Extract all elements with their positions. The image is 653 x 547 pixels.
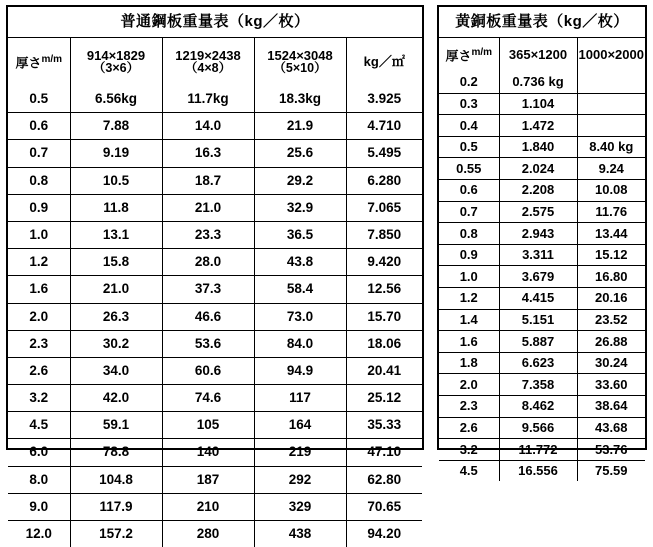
steel-thickness-cell: 12.0 — [8, 521, 70, 547]
steel-thickness-cell: 0.7 — [8, 140, 70, 167]
steel-value-cell: 280 — [162, 521, 254, 547]
steel-value-cell: 94.20 — [346, 521, 422, 547]
brass-thickness-cell: 0.4 — [439, 115, 499, 137]
brass-value-cell: 5.151 — [499, 309, 577, 331]
steel-value-cell: 25.12 — [346, 385, 422, 412]
steel-header-kg-per-sqm: kg／㎡ — [346, 38, 422, 87]
steel-value-cell: 12.56 — [346, 276, 422, 303]
brass-value-cell: 9.24 — [577, 158, 645, 180]
steel-header-thickness — [8, 38, 70, 87]
table-row — [439, 223, 645, 245]
steel-thickness-cell: 2.6 — [8, 357, 70, 384]
brass-plate-weight-table — [439, 7, 645, 481]
brass-thickness-cell: 0.2 — [439, 72, 499, 93]
brass-value-cell: 8.462 — [499, 395, 577, 417]
steel-thickness-cell: 2.3 — [8, 330, 70, 357]
brass-value-cell: 13.44 — [577, 223, 645, 245]
brass-value-cell: 11.76 — [577, 201, 645, 223]
steel-value-cell: 3.925 — [346, 86, 422, 113]
table-row — [8, 385, 422, 412]
table-row — [439, 460, 645, 481]
brass-thickness-cell: 2.3 — [439, 395, 499, 417]
brass-value-cell: 2.943 — [499, 223, 577, 245]
steel-value-cell: 18.06 — [346, 330, 422, 357]
steel-value-cell: 117.9 — [70, 493, 162, 520]
brass-value-cell: 5.887 — [499, 331, 577, 353]
steel-value-cell: 13.1 — [70, 221, 162, 248]
steel-header-thickness-unit: m/m — [41, 54, 62, 65]
brass-header-thickness — [439, 38, 499, 73]
steel-thickness-cell: 3.2 — [8, 385, 70, 412]
brass-value-cell: 33.60 — [577, 374, 645, 396]
brass-header-size-365x1200: 365×1200 — [499, 38, 577, 73]
brass-value-cell: 23.52 — [577, 309, 645, 331]
brass-value-cell: 16.80 — [577, 266, 645, 288]
steel-thickness-cell: 0.9 — [8, 194, 70, 221]
brass-thickness-cell: 1.0 — [439, 266, 499, 288]
steel-value-cell: 73.0 — [254, 303, 346, 330]
steel-value-cell: 94.9 — [254, 357, 346, 384]
brass-table-title: 黄銅板重量表（kg／枚） — [439, 7, 645, 38]
brass-value-cell: 7.358 — [499, 374, 577, 396]
steel-value-cell: 62.80 — [346, 466, 422, 493]
table-row — [8, 194, 422, 221]
brass-thickness-cell: 2.0 — [439, 374, 499, 396]
brass-value-cell: 53.76 — [577, 439, 645, 461]
steel-value-cell: 11.8 — [70, 194, 162, 221]
brass-thickness-cell: 0.55 — [439, 158, 499, 180]
table-row — [439, 374, 645, 396]
steel-value-cell: 105 — [162, 412, 254, 439]
brass-value-cell: 2.024 — [499, 158, 577, 180]
table-row — [439, 201, 645, 223]
brass-thickness-cell: 1.2 — [439, 287, 499, 309]
brass-thickness-cell: 1.4 — [439, 309, 499, 331]
steel-value-cell: 37.3 — [162, 276, 254, 303]
brass-value-cell: 1.104 — [499, 93, 577, 115]
brass-value-cell: 75.59 — [577, 460, 645, 481]
table-row — [439, 331, 645, 353]
brass-value-cell: 1.472 — [499, 115, 577, 137]
table-row — [8, 276, 422, 303]
steel-plate-weight-table-container — [6, 5, 424, 450]
steel-value-cell: 329 — [254, 493, 346, 520]
brass-thickness-cell: 4.5 — [439, 460, 499, 481]
brass-value-cell: 26.88 — [577, 331, 645, 353]
steel-header-size-4x8 — [162, 38, 254, 87]
table-row — [8, 113, 422, 140]
steel-value-cell: 21.0 — [162, 194, 254, 221]
steel-thickness-cell: 0.8 — [8, 167, 70, 194]
steel-value-cell: 36.5 — [254, 221, 346, 248]
steel-thickness-cell: 9.0 — [8, 493, 70, 520]
table-header-row — [439, 38, 645, 73]
steel-value-cell: 9.19 — [70, 140, 162, 167]
steel-value-cell: 34.0 — [70, 357, 162, 384]
table-row — [439, 439, 645, 461]
steel-value-cell: 15.8 — [70, 249, 162, 276]
brass-thickness-cell: 0.6 — [439, 179, 499, 201]
steel-thickness-cell: 2.0 — [8, 303, 70, 330]
brass-thickness-cell: 0.5 — [439, 136, 499, 158]
steel-thickness-cell: 1.2 — [8, 249, 70, 276]
steel-header-size-3x6-main: 914×1829 — [87, 48, 145, 63]
steel-value-cell: 292 — [254, 466, 346, 493]
table-row — [439, 352, 645, 374]
table-row — [8, 140, 422, 167]
steel-thickness-cell: 4.5 — [8, 412, 70, 439]
table-row — [439, 179, 645, 201]
brass-value-cell: 3.679 — [499, 266, 577, 288]
steel-header-size-4x8-main: 1219×2438 — [175, 48, 240, 63]
steel-value-cell: 15.70 — [346, 303, 422, 330]
table-row — [439, 136, 645, 158]
table-row — [8, 167, 422, 194]
brass-value-cell: 20.16 — [577, 287, 645, 309]
table-row — [8, 493, 422, 520]
table-title-row — [439, 7, 645, 38]
steel-header-thickness-label: 厚さ — [15, 55, 41, 70]
brass-table-body — [439, 72, 645, 481]
brass-value-cell — [577, 93, 645, 115]
steel-value-cell: 70.65 — [346, 493, 422, 520]
brass-value-cell: 8.40 kg — [577, 136, 645, 158]
table-header-row — [8, 38, 422, 87]
steel-value-cell: 28.0 — [162, 249, 254, 276]
steel-header-size-5x10 — [254, 38, 346, 87]
steel-value-cell: 53.6 — [162, 330, 254, 357]
steel-value-cell: 29.2 — [254, 167, 346, 194]
brass-value-cell: 0.736 kg — [499, 72, 577, 93]
steel-value-cell: 210 — [162, 493, 254, 520]
steel-value-cell: 42.0 — [70, 385, 162, 412]
steel-value-cell: 11.7kg — [162, 86, 254, 113]
steel-header-size-3x6-sub: （3×6） — [71, 62, 162, 75]
steel-value-cell: 140 — [162, 439, 254, 466]
brass-header-thickness-label: 厚さ — [445, 48, 471, 63]
table-row — [8, 249, 422, 276]
steel-value-cell: 187 — [162, 466, 254, 493]
table-row — [439, 72, 645, 93]
steel-value-cell: 46.6 — [162, 303, 254, 330]
steel-thickness-cell: 0.5 — [8, 86, 70, 113]
brass-header-size-1000x2000: 1000×2000 — [577, 38, 645, 73]
steel-value-cell: 47.10 — [346, 439, 422, 466]
brass-value-cell: 4.415 — [499, 287, 577, 309]
table-row — [439, 93, 645, 115]
steel-value-cell: 4.710 — [346, 113, 422, 140]
brass-thickness-cell: 0.9 — [439, 244, 499, 266]
table-row — [8, 330, 422, 357]
steel-value-cell: 84.0 — [254, 330, 346, 357]
steel-value-cell: 20.41 — [346, 357, 422, 384]
steel-thickness-cell: 8.0 — [8, 466, 70, 493]
brass-value-cell — [577, 115, 645, 137]
brass-value-cell: 6.623 — [499, 352, 577, 374]
steel-value-cell: 6.280 — [346, 167, 422, 194]
steel-value-cell: 7.065 — [346, 194, 422, 221]
brass-value-cell: 38.64 — [577, 395, 645, 417]
steel-value-cell: 16.3 — [162, 140, 254, 167]
steel-value-cell: 74.6 — [162, 385, 254, 412]
table-row — [8, 303, 422, 330]
steel-value-cell: 59.1 — [70, 412, 162, 439]
brass-thickness-cell: 0.8 — [439, 223, 499, 245]
steel-value-cell: 7.88 — [70, 113, 162, 140]
steel-value-cell: 21.0 — [70, 276, 162, 303]
steel-header-size-5x10-main: 1524×3048 — [267, 48, 332, 63]
brass-value-cell: 2.575 — [499, 201, 577, 223]
steel-value-cell: 60.6 — [162, 357, 254, 384]
steel-value-cell: 7.850 — [346, 221, 422, 248]
steel-value-cell: 219 — [254, 439, 346, 466]
steel-value-cell: 35.33 — [346, 412, 422, 439]
brass-plate-weight-table-container — [437, 5, 647, 450]
steel-value-cell: 438 — [254, 521, 346, 547]
steel-value-cell: 14.0 — [162, 113, 254, 140]
steel-value-cell: 32.9 — [254, 194, 346, 221]
brass-value-cell: 43.68 — [577, 417, 645, 439]
brass-thickness-cell: 3.2 — [439, 439, 499, 461]
brass-value-cell: 16.556 — [499, 460, 577, 481]
brass-value-cell: 3.311 — [499, 244, 577, 266]
steel-value-cell: 78.8 — [70, 439, 162, 466]
steel-value-cell: 26.3 — [70, 303, 162, 330]
steel-thickness-cell: 0.6 — [8, 113, 70, 140]
steel-value-cell: 5.495 — [346, 140, 422, 167]
table-row — [439, 309, 645, 331]
brass-value-cell: 10.08 — [577, 179, 645, 201]
steel-value-cell: 25.6 — [254, 140, 346, 167]
steel-thickness-cell: 1.0 — [8, 221, 70, 248]
steel-value-cell: 9.420 — [346, 249, 422, 276]
table-row — [439, 395, 645, 417]
brass-value-cell: 2.208 — [499, 179, 577, 201]
table-row — [8, 439, 422, 466]
brass-thickness-cell: 0.7 — [439, 201, 499, 223]
table-row — [8, 86, 422, 113]
brass-value-cell: 15.12 — [577, 244, 645, 266]
table-row — [8, 521, 422, 547]
steel-value-cell: 6.56kg — [70, 86, 162, 113]
steel-table-body — [8, 86, 422, 547]
steel-value-cell: 104.8 — [70, 466, 162, 493]
brass-value-cell — [577, 72, 645, 93]
table-row — [439, 417, 645, 439]
steel-value-cell: 30.2 — [70, 330, 162, 357]
table-title-row — [8, 7, 422, 38]
steel-thickness-cell: 6.0 — [8, 439, 70, 466]
table-row — [439, 287, 645, 309]
steel-header-size-5x10-sub: （5×10） — [255, 62, 346, 75]
brass-thickness-cell: 0.3 — [439, 93, 499, 115]
table-row — [8, 412, 422, 439]
table-row — [439, 244, 645, 266]
steel-value-cell: 164 — [254, 412, 346, 439]
steel-table-title: 普通鋼板重量表（kg／枚） — [8, 7, 422, 38]
steel-plate-weight-table — [8, 7, 422, 547]
steel-value-cell: 157.2 — [70, 521, 162, 547]
brass-value-cell: 30.24 — [577, 352, 645, 374]
table-row — [439, 266, 645, 288]
brass-thickness-cell: 1.8 — [439, 352, 499, 374]
brass-value-cell: 11.772 — [499, 439, 577, 461]
steel-value-cell: 10.5 — [70, 167, 162, 194]
steel-value-cell: 21.9 — [254, 113, 346, 140]
brass-value-cell: 9.566 — [499, 417, 577, 439]
steel-header-size-3x6 — [70, 38, 162, 87]
steel-value-cell: 23.3 — [162, 221, 254, 248]
steel-value-cell: 18.3kg — [254, 86, 346, 113]
brass-thickness-cell: 2.6 — [439, 417, 499, 439]
steel-header-size-4x8-sub: （4×8） — [163, 62, 254, 75]
table-row — [8, 221, 422, 248]
brass-value-cell: 1.840 — [499, 136, 577, 158]
steel-value-cell: 58.4 — [254, 276, 346, 303]
steel-value-cell: 43.8 — [254, 249, 346, 276]
table-row — [439, 158, 645, 180]
table-row — [8, 466, 422, 493]
steel-value-cell: 18.7 — [162, 167, 254, 194]
brass-header-thickness-unit: m/m — [471, 47, 492, 58]
brass-thickness-cell: 1.6 — [439, 331, 499, 353]
table-row — [439, 115, 645, 137]
steel-thickness-cell: 1.6 — [8, 276, 70, 303]
steel-value-cell: 117 — [254, 385, 346, 412]
table-row — [8, 357, 422, 384]
